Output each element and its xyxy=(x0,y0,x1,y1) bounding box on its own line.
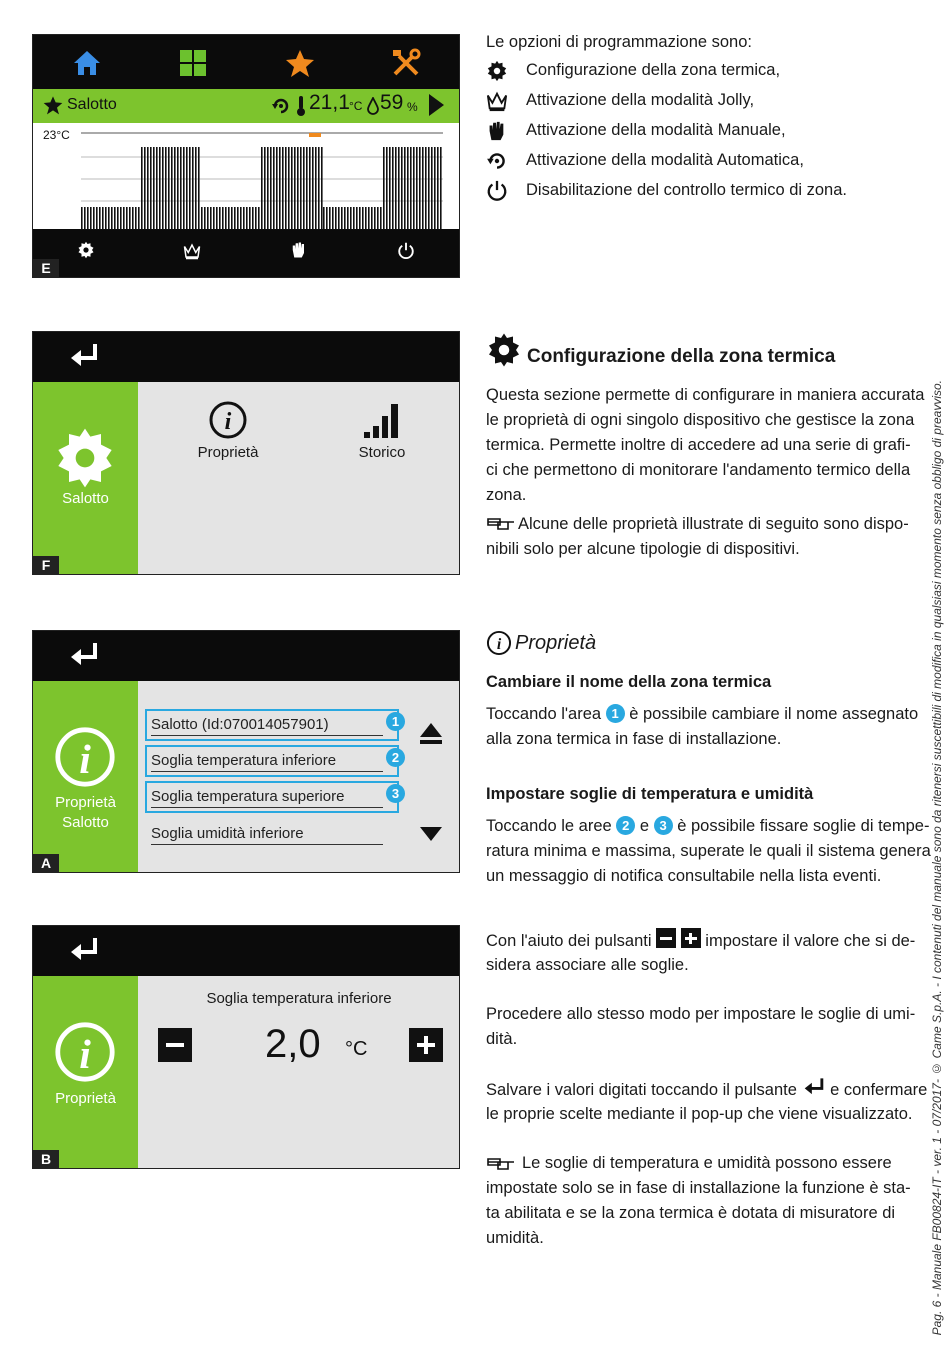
chart-bar xyxy=(294,147,296,229)
chart-bar xyxy=(93,207,95,229)
chart-bar xyxy=(129,207,131,229)
info-icon xyxy=(53,725,117,789)
chart-bar xyxy=(416,147,418,229)
side-panel[interactable] xyxy=(33,976,138,1168)
axis-label: 23°C xyxy=(43,128,70,142)
screen-f xyxy=(32,331,460,575)
chart-bar xyxy=(234,207,236,229)
hand-icon[interactable] xyxy=(290,241,306,259)
chart-bar xyxy=(207,207,209,229)
minus-icon xyxy=(656,928,676,948)
pointing-hand-icon xyxy=(486,1154,516,1172)
chart-bar xyxy=(389,147,391,229)
chart-bar xyxy=(312,147,314,229)
paragraph-humidity-2: dità. xyxy=(486,1030,518,1048)
chart-bar xyxy=(332,207,334,229)
jolly-icon xyxy=(486,90,508,112)
option-label: Configurazione della zona termica, xyxy=(526,61,781,79)
chart-bar xyxy=(276,147,278,229)
screen-a xyxy=(32,630,460,873)
chart-bar xyxy=(213,207,215,229)
chart-bar xyxy=(291,147,293,229)
figure-tag-a: A xyxy=(33,854,59,872)
text-span: Con l'aiuto dei pulsanti xyxy=(486,932,652,950)
plus-button[interactable] xyxy=(409,1028,443,1062)
chart-bar xyxy=(153,147,155,229)
chart-bar xyxy=(407,147,409,229)
chart-bar xyxy=(174,147,176,229)
star-icon[interactable] xyxy=(285,48,315,83)
paragraph-save-2: le proprie scelte mediante il pop-up che viene visualizzato. xyxy=(486,1105,913,1123)
chart-bar xyxy=(350,207,352,229)
chart-bar xyxy=(186,147,188,229)
paragraph-buttons-2: sidera associare alle soglie. xyxy=(486,956,689,974)
config-title: Configurazione della zona termica xyxy=(527,346,836,367)
power-icon xyxy=(486,180,508,202)
chart-bar xyxy=(422,147,424,229)
gear-icon xyxy=(53,426,117,490)
chart-bar xyxy=(258,207,260,229)
info-icon xyxy=(208,400,248,440)
paragraph-buttons xyxy=(486,928,915,954)
side-panel[interactable] xyxy=(33,382,138,574)
chart-bar xyxy=(201,207,203,229)
tile-history[interactable] xyxy=(327,400,437,470)
subheading-rename: Cambiare il nome della zona termica xyxy=(486,673,772,691)
chart-bar xyxy=(111,207,113,229)
side-label: Salotto xyxy=(62,814,109,831)
chart-bar xyxy=(398,147,400,229)
text-span: Toccando le aree xyxy=(486,817,612,835)
paragraph-thresholds xyxy=(486,814,929,839)
info-icon xyxy=(486,630,512,656)
home-icon[interactable] xyxy=(73,49,101,82)
badge-1: 1 xyxy=(606,704,625,723)
chart-bar xyxy=(123,207,125,229)
chart-bar xyxy=(437,147,439,229)
chart-bar xyxy=(368,207,370,229)
chart-bar xyxy=(380,207,382,229)
chart-bar xyxy=(162,147,164,229)
chart-bar xyxy=(353,207,355,229)
screen-e xyxy=(32,34,460,278)
chart-bar xyxy=(180,147,182,229)
chart-bar xyxy=(401,147,403,229)
config-line: termica. Permette inoltre di accedere ad una serie di grafi- xyxy=(486,436,911,454)
config-line: Questa sezione permette di configurare in maniera accurata xyxy=(486,386,925,404)
chart-bar xyxy=(147,147,149,229)
figure-tag-b: B xyxy=(33,1150,59,1168)
chart-bar xyxy=(383,147,385,229)
zone-bar[interactable] xyxy=(33,89,459,123)
value-display: 2,0 xyxy=(265,1022,321,1066)
paragraph-thresholds-2: ratura minima e massima, superate le quali il sistema genera xyxy=(486,842,931,860)
scroll-down-icon[interactable] xyxy=(419,825,443,843)
chart-bar xyxy=(156,147,158,229)
paragraph-rename-2: alla zona termica in fase di installazione. xyxy=(486,730,782,748)
auto-mode-icon xyxy=(486,150,508,172)
paragraph-humidity: Procedere allo stesso modo per impostare le soglie di umi- xyxy=(486,1005,916,1023)
chart-bar xyxy=(228,207,230,229)
chart-bar xyxy=(374,207,376,229)
chart-bar xyxy=(356,207,358,229)
chart-bar xyxy=(222,207,224,229)
chart-bar xyxy=(428,147,430,229)
chart-bar xyxy=(198,147,200,229)
chart-bar xyxy=(192,147,194,229)
temperature-chart xyxy=(33,123,459,229)
chart-bar xyxy=(410,147,412,229)
chart-bar xyxy=(138,207,140,229)
chart-bar xyxy=(135,207,137,229)
chart-bar xyxy=(315,147,317,229)
text-span: e xyxy=(639,817,650,835)
gear-icon xyxy=(486,332,522,368)
chart-bar xyxy=(326,207,328,229)
chart-bar xyxy=(114,207,116,229)
chart-bar xyxy=(329,207,331,229)
plus-icon xyxy=(681,928,701,948)
chart-bar xyxy=(344,207,346,229)
chart-bar xyxy=(377,207,379,229)
chart-bar xyxy=(362,207,364,229)
svg-text:i: i xyxy=(224,409,232,435)
tile-label: Storico xyxy=(358,444,406,461)
figure-tag-e: E xyxy=(33,259,59,277)
chart-bar xyxy=(261,147,263,229)
chart-bar xyxy=(141,147,143,229)
chart-bar xyxy=(189,147,191,229)
chart-bar xyxy=(270,147,272,229)
tile-label: Proprietà xyxy=(197,444,259,461)
chart-bar xyxy=(81,207,83,229)
jolly-icon[interactable] xyxy=(183,242,201,260)
text-span: è possibile fissare soglie di tempe- xyxy=(677,817,930,835)
chart-bar xyxy=(216,207,218,229)
chart-bar xyxy=(87,207,89,229)
chart-bar xyxy=(434,147,436,229)
chart-bar xyxy=(108,207,110,229)
list-item-temp-low[interactable]: Soglia temperatura inferiore xyxy=(151,752,383,772)
chart-bar xyxy=(371,207,373,229)
intro-heading: Le opzioni di programmazione sono: xyxy=(486,33,752,51)
humidity-value: 59 xyxy=(380,91,404,114)
config-note: nibili solo per alcune tipologie di dispositivi. xyxy=(486,540,800,558)
play-icon[interactable] xyxy=(427,93,445,117)
side-label: Salotto xyxy=(62,490,109,507)
paragraph-save xyxy=(486,1077,927,1103)
pointing-hand-icon xyxy=(486,514,516,532)
svg-text:i: i xyxy=(79,736,91,782)
chart-bar xyxy=(120,207,122,229)
chart-bar xyxy=(210,207,212,229)
chart-bar xyxy=(297,147,299,229)
chart-bar xyxy=(431,147,433,229)
side-label: Proprietà xyxy=(55,1090,116,1107)
side-label: Proprietà xyxy=(55,794,116,811)
chart-bar xyxy=(323,207,325,229)
chart-bar xyxy=(177,147,179,229)
note-line: Le soglie di temperatura e umidità possono essere xyxy=(522,1154,892,1172)
figure-tag-f: F xyxy=(33,556,59,574)
note-line: ta abilitata e se la zona termica è dotata di misuratore di xyxy=(486,1204,896,1222)
chart-bar xyxy=(249,207,251,229)
chart-bar xyxy=(282,147,284,229)
badge-3: 3 xyxy=(386,784,405,803)
chart-bar xyxy=(117,207,119,229)
chart-bar xyxy=(99,207,101,229)
chart-bar xyxy=(306,147,308,229)
badge-1: 1 xyxy=(386,712,405,731)
auto-mode-icon xyxy=(271,96,291,116)
screen-b xyxy=(32,925,460,1169)
power-icon[interactable] xyxy=(397,242,415,260)
signal-bars-icon xyxy=(362,400,402,440)
humidity-unit: % xyxy=(407,100,418,114)
chart-bar xyxy=(204,207,206,229)
chart-bar xyxy=(386,147,388,229)
option-label: Attivazione della modalità Manuale, xyxy=(526,121,786,139)
chart-bar xyxy=(126,207,128,229)
paragraph-rename xyxy=(486,702,918,727)
chart-bar xyxy=(335,207,337,229)
svg-text:i: i xyxy=(496,635,502,653)
hand-icon xyxy=(486,120,506,142)
chart-bar xyxy=(231,207,233,229)
chart-bar xyxy=(392,147,394,229)
chart-bar xyxy=(105,207,107,229)
chart-bar xyxy=(303,147,305,229)
value-unit: °C xyxy=(345,1038,368,1060)
chart-bar xyxy=(309,147,311,229)
chart-bar xyxy=(338,207,340,229)
chart-bar xyxy=(264,147,266,229)
eject-up-icon[interactable] xyxy=(419,721,443,747)
paragraph-thresholds-3: un messaggio di notifica consultabile nella lista eventi. xyxy=(486,867,882,885)
chart-bar xyxy=(246,207,248,229)
chart-bar xyxy=(413,147,415,229)
text-span: e confermare xyxy=(830,1081,928,1099)
config-note: Alcune delle proprietà illustrate di seguito sono dispo- xyxy=(518,515,909,533)
chart-bar xyxy=(288,147,290,229)
chart-bar xyxy=(165,147,167,229)
chart-bars xyxy=(33,123,459,229)
star-small-icon xyxy=(43,95,63,115)
chart-bar xyxy=(225,207,227,229)
chart-bar xyxy=(132,207,134,229)
badge-2: 2 xyxy=(386,748,405,767)
chart-bar xyxy=(168,147,170,229)
list-item-temp-high[interactable]: Soglia temperatura superiore xyxy=(151,788,383,808)
chart-bar xyxy=(267,147,269,229)
thermometer-icon xyxy=(295,95,307,117)
tools-icon[interactable] xyxy=(391,48,421,83)
chart-bar xyxy=(347,207,349,229)
list-item-humidity-low[interactable]: Soglia umidità inferiore xyxy=(151,825,383,845)
page-footer: Pag. 6 - Manuale FB00824-IT - ver. 1 - 07/2017- © Came S.p.A. - I contenuti del manuale sono da ritenersi suscettibili di modifica in qualsiasi momento senza obbligo di preavviso. xyxy=(930,380,944,1336)
text-span: è possibile cambiare il nome assegnato xyxy=(629,705,919,723)
list-item-name[interactable]: Salotto (Id:070014057901) xyxy=(151,716,383,736)
config-line: zona. xyxy=(486,486,527,504)
setting-title: Soglia temperatura inferiore xyxy=(206,990,392,1007)
tile-properties[interactable] xyxy=(173,400,283,470)
chart-bar xyxy=(150,147,152,229)
gear-icon xyxy=(486,60,508,82)
chart-bar xyxy=(341,207,343,229)
temperature-value: 21,1 xyxy=(309,91,350,114)
chart-bar xyxy=(273,147,275,229)
chart-bar xyxy=(102,207,104,229)
chart-bar xyxy=(318,147,320,229)
back-icon[interactable] xyxy=(69,641,99,669)
chart-bar xyxy=(279,147,281,229)
config-line: ci che permettono di monitorare l'andamento termico della xyxy=(486,461,911,479)
chart-bar xyxy=(195,147,197,229)
chart-bar xyxy=(90,207,92,229)
badge-3: 3 xyxy=(654,816,673,835)
info-icon xyxy=(53,1020,117,1084)
text-span: impostare il valore che si de- xyxy=(705,932,916,950)
chart-bar xyxy=(419,147,421,229)
option-label: Attivazione della modalità Jolly, xyxy=(526,91,755,109)
proprieta-title: Proprietà xyxy=(515,632,597,654)
config-line: le proprietà di ogni singolo dispositivo che gestisce la zona xyxy=(486,411,915,429)
back-icon xyxy=(802,1077,826,1097)
option-label: Disabilitazione del controllo termico di zona. xyxy=(526,181,847,199)
chart-bar xyxy=(240,207,242,229)
svg-text:i: i xyxy=(79,1031,91,1077)
chart-bar xyxy=(144,147,146,229)
badge-2: 2 xyxy=(616,816,635,835)
back-icon[interactable] xyxy=(69,936,99,964)
option-label: Attivazione della modalità Automatica, xyxy=(526,151,804,169)
minus-button[interactable] xyxy=(158,1028,192,1062)
chart-bar xyxy=(84,207,86,229)
text-span: Toccando l'area xyxy=(486,705,602,723)
chart-bar xyxy=(243,207,245,229)
side-panel[interactable] xyxy=(33,681,138,872)
note-line: impostate solo se in fase di installazione la funzione è sta- xyxy=(486,1179,911,1197)
chart-bar xyxy=(365,207,367,229)
humidity-icon xyxy=(367,97,379,115)
chart-bar xyxy=(321,147,323,229)
chart-bar xyxy=(440,147,442,229)
chart-bar xyxy=(183,147,185,229)
note-line: umidità. xyxy=(486,1229,544,1247)
subheading-thresholds: Impostare soglie di temperatura e umidità xyxy=(486,785,814,803)
back-icon[interactable] xyxy=(69,342,99,370)
chart-bar xyxy=(159,147,161,229)
chart-bar xyxy=(285,147,287,229)
gear-icon[interactable] xyxy=(77,241,95,259)
chart-bar xyxy=(252,207,254,229)
zone-name: Salotto xyxy=(67,96,117,113)
chart-bar xyxy=(359,207,361,229)
chart-bar xyxy=(96,207,98,229)
temperature-unit: °C xyxy=(349,99,363,113)
chart-bar xyxy=(219,207,221,229)
chart-bar xyxy=(425,147,427,229)
chart-bar xyxy=(171,147,173,229)
chart-bar xyxy=(404,147,406,229)
text-span: Salvare i valori digitati toccando il pulsante xyxy=(486,1081,797,1099)
chart-bar xyxy=(237,207,239,229)
chart-bar xyxy=(395,147,397,229)
grid-icon[interactable] xyxy=(179,49,207,82)
chart-bar xyxy=(300,147,302,229)
chart-bar xyxy=(255,207,257,229)
